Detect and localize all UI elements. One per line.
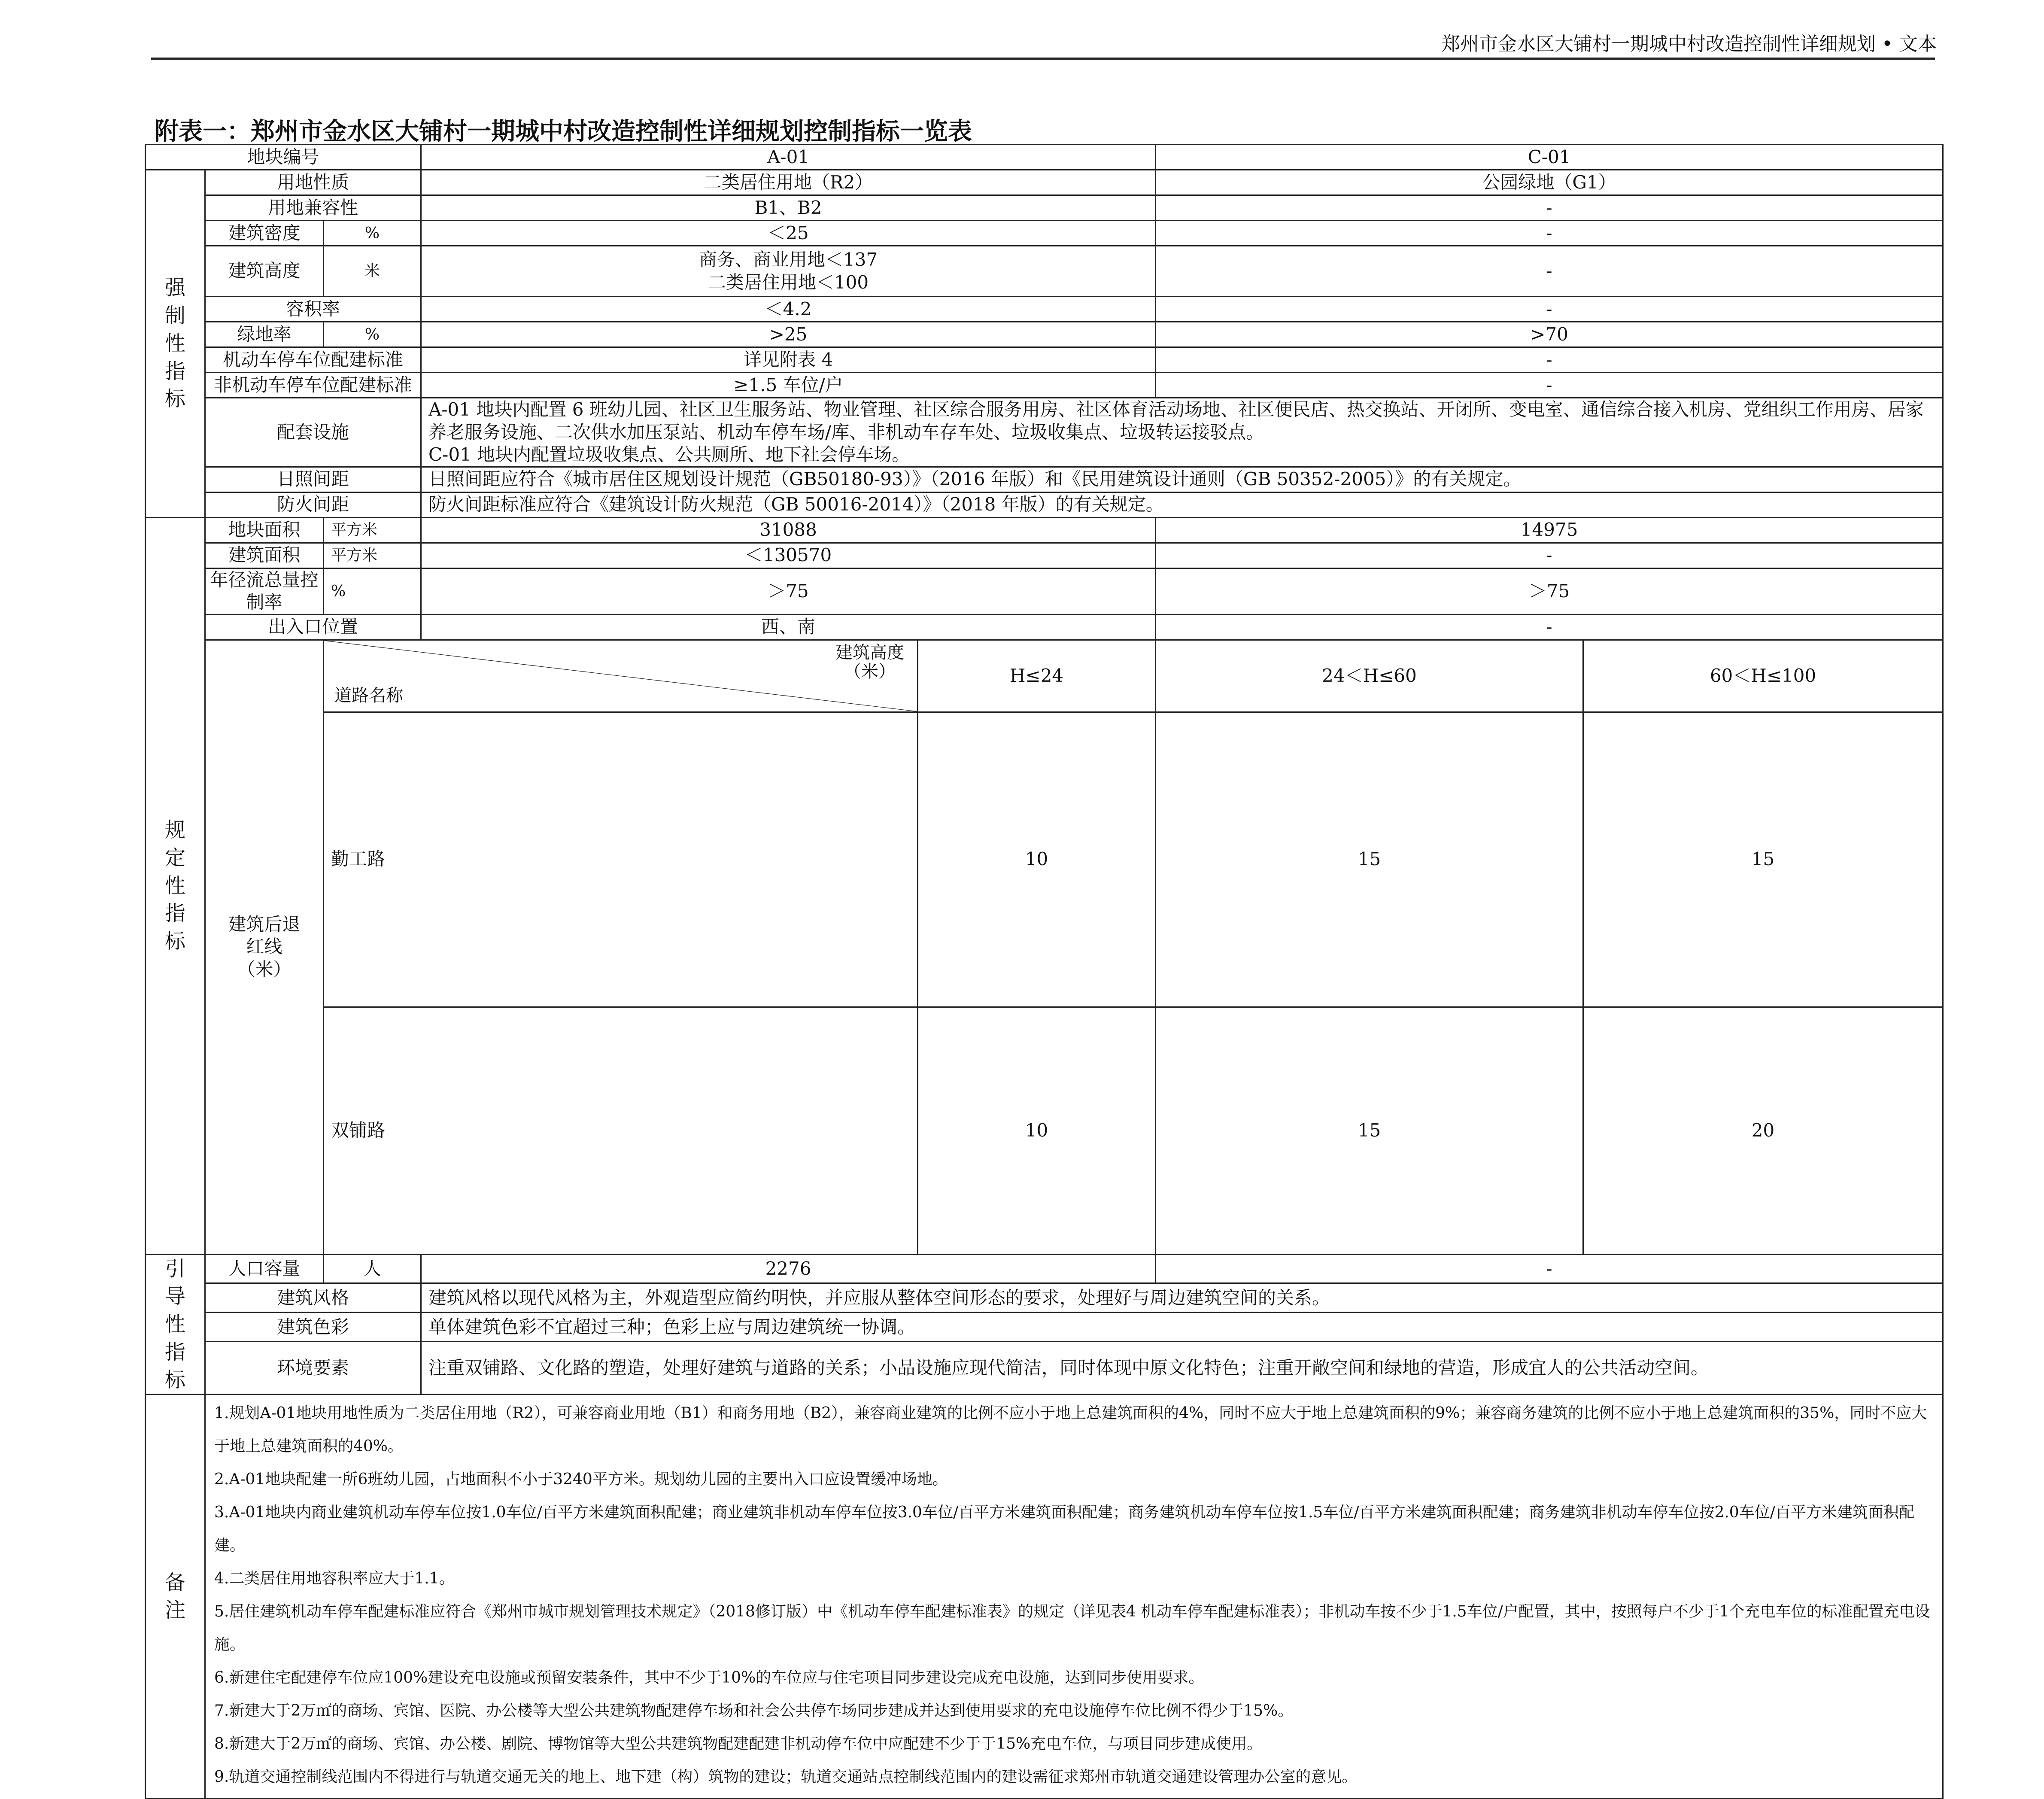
sunlight-row <box>146 467 1943 492</box>
note-item: 5.居住建筑机动车停车配建标准应符合《郑州市城市规划管理技术规定》（2018修订版）中《机动车停车配建标准表》的规定（详见表4 机动车停车配建标准表）；非机动车按不少于1.5车位/户配置，其中，按照每户不少于1个充电车位的标准配置充电设施。 <box>214 1603 1930 1654</box>
header-row <box>146 145 1943 170</box>
value-c01: - <box>1156 543 1943 568</box>
guiding-row <box>146 1283 1943 1313</box>
value-c01: ＞75 <box>1156 568 1943 614</box>
fire-spacing-label: 防火间距 <box>205 492 421 517</box>
diag-height-label: 建筑高度 （米） <box>835 642 905 681</box>
sunlight-label: 日照间距 <box>205 467 421 492</box>
facilities-label: 配套设施 <box>205 398 421 467</box>
height-range-cell: 24＜H≤60 <box>1156 640 1583 712</box>
fire-spacing-text: 防火间距标准应符合《建筑设计防火规范（GB 50016-2014）》（2018 年版）的有关规定。 <box>421 492 1943 517</box>
header-label-cell: 地块编号 <box>146 145 421 170</box>
indicator-unit: 平方米 <box>324 543 421 568</box>
indicator-label: 建筑面积 <box>205 543 324 568</box>
indicator-label: 地块面积 <box>205 517 324 543</box>
setback-value: 15 <box>1156 712 1583 1007</box>
indicator-label: 容积率 <box>205 297 421 322</box>
note-item: 6.新建住宅配建停车位应100%建设充电设施或预留安装条件，其中不少于10%的车位应与住宅项目同步建设完成充电设施，达到同步使用要求。 <box>214 1669 1204 1687</box>
road-name-cell: 勤工路 <box>324 712 918 1007</box>
indicator-unit: 平方米 <box>324 517 421 543</box>
mandatory-row <box>146 221 1943 246</box>
value-c01: - <box>1156 221 1943 246</box>
mandatory-row <box>146 170 1943 195</box>
note-item: 8.新建大于2万㎡的商场、宾馆、办公楼、剧院、博物馆等大型公共建筑物配建配建非机动停车位中应配建不少于于15%充电车位，与项目同步建成使用。 <box>214 1735 1263 1753</box>
value-a01: 31088 <box>421 517 1156 543</box>
diagonal-line <box>324 641 917 711</box>
note-item: 1.规划A-01地块用地性质为二类居住用地（R2），可兼容商业用地（B1）和商务用地（B2），兼容商业建筑的比例不应小于地上总建筑面积的4%，同时不应大于地上总建筑面积的9%；兼容商务建筑的比例不应小于地上总建筑面积的35%，同时不应大于地上总建筑面积的40%。 <box>214 1404 1927 1456</box>
value-a01: ＜4.2 <box>421 297 1156 322</box>
value-a01: 西、南 <box>421 614 1156 640</box>
setback-value: 10 <box>918 1007 1156 1254</box>
height-range-cell: H≤24 <box>918 640 1156 712</box>
guiding-row <box>146 1342 1943 1395</box>
header-rule <box>151 58 1935 60</box>
setback-value: 20 <box>1583 1007 1943 1254</box>
value-a01: 2276 <box>421 1254 1156 1283</box>
value-a01: ＞75 <box>421 568 1156 614</box>
value-c01: - <box>1156 297 1943 322</box>
value-a01: ＜25 <box>421 221 1156 246</box>
value-c01: 14975 <box>1156 517 1943 543</box>
indicator-label: 人口容量 <box>205 1254 324 1283</box>
setback-road-row <box>146 712 1943 1007</box>
indicator-label: 建筑高度 <box>205 246 324 297</box>
indicator-label: 用地兼容性 <box>205 195 421 221</box>
diag-road-label: 道路名称 <box>334 685 403 705</box>
indicator-label: 建筑风格 <box>205 1283 421 1313</box>
setback-value: 10 <box>918 712 1156 1007</box>
value-c01: - <box>1156 1254 1943 1283</box>
indicator-unit: % <box>324 568 421 614</box>
header-a01-cell: A-01 <box>421 145 1156 170</box>
indicator-label: 年径流总量控制率 <box>205 568 324 614</box>
indicator-label: 出入口位置 <box>205 614 421 640</box>
mandatory-row <box>146 246 1943 297</box>
value-c01: - <box>1156 614 1943 640</box>
note-item: 2.A-01地块配建一所6班幼儿园，占地面积不小于3240平方米。规划幼儿园的主要出入口应设置缓冲场地。 <box>214 1471 948 1489</box>
value-a01: >25 <box>421 322 1156 347</box>
road-name-cell: 双铺路 <box>324 1007 918 1254</box>
value-c01: - <box>1156 373 1943 398</box>
value-c01: >70 <box>1156 322 1943 347</box>
indicator-label: 环境要素 <box>205 1342 421 1395</box>
value-c01: - <box>1156 246 1943 297</box>
setback-label: 建筑后退 红线 （米） <box>205 640 324 1254</box>
remarks-cell <box>205 1395 1943 1799</box>
height-range-cell: 60＜H≤100 <box>1583 640 1943 712</box>
group-prescriptive-cell: 规 定 性 指 标 <box>146 517 205 1254</box>
note-item: 3.A-01地块内商业建筑机动车停车位按1.0车位/百平方米建筑面积配建；商业建筑非机动车停车位按3.0车位/百平方米建筑面积配建；商务建筑机动车停车位按1.5车位/百平方米建筑面积配建；商务建筑非机动车停车位按2.0车位/百平方米建筑面积配建。 <box>214 1504 1914 1555</box>
indicator-unit: 米 <box>324 246 421 297</box>
value-a01: B1、B2 <box>421 195 1156 221</box>
mandatory-row <box>146 347 1943 373</box>
guiding-text: 建筑风格以现代风格为主，外观造型应简约明快，并应服从整体空间形态的要求，处理好与周边建筑空间的关系。 <box>421 1283 1943 1313</box>
indicator-unit: % <box>324 221 421 246</box>
setback-value: 15 <box>1156 1007 1583 1254</box>
setback-header-row <box>146 640 1943 712</box>
mandatory-row <box>146 195 1943 221</box>
table-body <box>146 145 1943 1799</box>
group-guiding-cell: 引 导 性 指 标 <box>146 1254 205 1395</box>
setback-road-row <box>146 1007 1943 1254</box>
value-c01: - <box>1156 347 1943 373</box>
note-item: 9.轨道交通控制线范围内不得进行与轨道交通无关的地上、地下建（构）筑物的建设；轨道交通站点控制线范围内的建设需征求郑州市轨道交通建设管理办公室的意见。 <box>214 1768 1358 1786</box>
indicator-unit: % <box>324 322 421 347</box>
value-a01: 商务、商业用地＜137 二类居住用地＜100 <box>421 246 1156 297</box>
facilities-text: A-01 地块内配置 6 班幼儿园、社区卫生服务站、物业管理、社区综合服务用房、社区体育活动场地、社区便民店、热交换站、开闭所、变电室、通信综合接入机房、党组织工作用房、居家养老服务设施、二次供水加压泵站、机动车停车场/库、非机动车存车处、垃圾收集点、垃圾转运接驳点。 C-01 地块内配置垃圾收集点、公共厕所、地下社会停车场。 <box>421 398 1943 467</box>
setback-value: 15 <box>1583 712 1943 1007</box>
remarks-row <box>146 1395 1943 1799</box>
value-c01: 公园绿地（G1） <box>1156 170 1943 195</box>
setback-diagonal-header <box>324 640 918 712</box>
value-a01: 详见附表 4 <box>421 347 1156 373</box>
group-mandatory-cell: 强 制 性 指 标 <box>146 170 205 518</box>
facilities-row <box>146 398 1943 467</box>
note-item: 4.二类居住用地容积率应大于1.1。 <box>214 1570 455 1588</box>
guiding-row <box>146 1313 1943 1342</box>
indicator-label: 建筑密度 <box>205 221 324 246</box>
value-c01: - <box>1156 195 1943 221</box>
indicator-label: 用地性质 <box>205 170 421 195</box>
table-caption: 附表一：郑州市金水区大铺村一期城中村改造控制性详细规划控制指标一览表 <box>155 118 972 146</box>
fire-spacing-row <box>146 492 1943 517</box>
running-header: 郑州市金水区大铺村一期城中村改造控制性详细规划 • 文本 <box>1441 33 1937 55</box>
guiding-text: 注重双铺路、文化路的塑造，处理好建筑与道路的关系；小品设施应现代简洁，同时体现中原文化特色；注重开敞空间和绿地的营造，形成宜人的公共活动空间。 <box>421 1342 1943 1395</box>
header-c01-cell: C-01 <box>1156 145 1943 170</box>
prescriptive-row <box>146 568 1943 614</box>
mandatory-row <box>146 297 1943 322</box>
indicator-label: 建筑色彩 <box>205 1313 421 1342</box>
guiding-text: 单体建筑色彩不宜超过三种；色彩上应与周边建筑统一协调。 <box>421 1313 1943 1342</box>
control-indicator-table <box>145 144 1944 1799</box>
prescriptive-row <box>146 543 1943 568</box>
prescriptive-row <box>146 614 1943 640</box>
population-row <box>146 1254 1943 1283</box>
note-item: 7.新建大于2万㎡的商场、宾馆、医院、办公楼等大型公共建筑物配建停车场和社会公共停车场同步建成并达到使用要求的充电设施停车位比例不得少于15%。 <box>214 1702 1294 1720</box>
indicator-label: 绿地率 <box>205 322 324 347</box>
value-a01: ＜130570 <box>421 543 1156 568</box>
value-a01: ≥1.5 车位/户 <box>421 373 1156 398</box>
indicator-unit: 人 <box>324 1254 421 1283</box>
mandatory-row <box>146 373 1943 398</box>
indicator-label: 机动车停车位配建标准 <box>205 347 421 373</box>
sunlight-text: 日照间距应符合《城市居住区规划设计规范（GB50180-93）》（2016 年版）和《民用建筑设计通则（GB 50352-2005）》的有关规定。 <box>421 467 1943 492</box>
group-remarks-cell: 备 注 <box>146 1395 205 1799</box>
prescriptive-row <box>146 517 1943 543</box>
mandatory-row <box>146 322 1943 347</box>
indicator-label: 非机动车停车位配建标准 <box>205 373 421 398</box>
value-a01: 二类居住用地（R2） <box>421 170 1156 195</box>
